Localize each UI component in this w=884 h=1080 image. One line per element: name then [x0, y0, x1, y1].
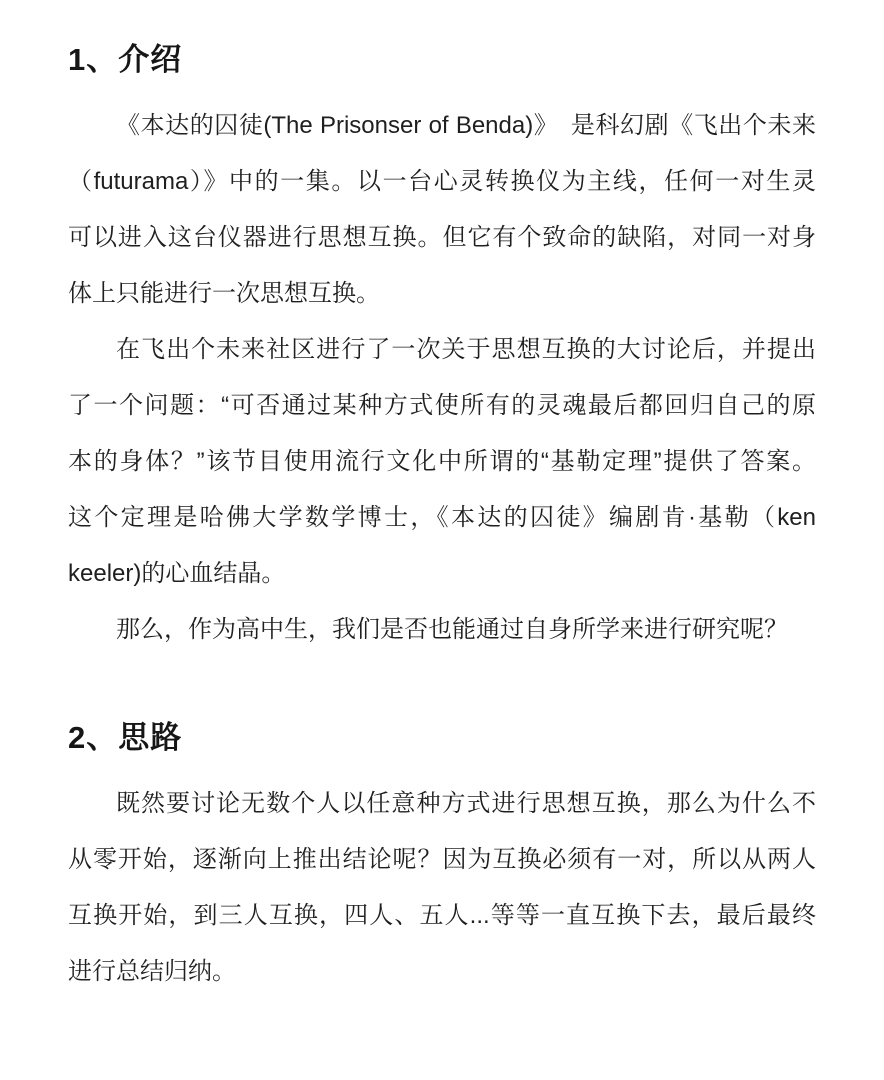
text-line: （futurama）》中的一集。以一台心灵转换仪为主线，任何一对生灵 [68, 168, 816, 195]
text-line: 体上只能进行一次思想互换。 [68, 280, 380, 307]
text-line: 《本达的囚徒(The Prisonser of Benda)》 是科幻剧《飞出个未来 [116, 112, 816, 139]
text-line: 进行总结归纳。 [68, 958, 236, 985]
text-line: 本的身体？”该节目使用流行文化中所谓的“基勒定理”提供了答案。 [68, 448, 816, 475]
text-line: 从零开始，逐渐向上推出结论呢？因为互换必须有一对，所以从两人 [68, 846, 816, 873]
text-line: 了一个问题：“可否通过某种方式使所有的灵魂最后都回归自己的原 [68, 392, 816, 419]
text-line: 互换开始，到三人互换，四人、五人...等等一直互换下去，最后最终 [68, 902, 816, 929]
section-heading-intro: 1、介绍 [68, 42, 183, 77]
section-intro [68, 40, 816, 658]
text-line: 这个定理是哈佛大学数学博士，《本达的囚徒》编剧肯·基勒（ken [68, 504, 816, 531]
text-line: 那么，作为高中生，我们是否也能通过自身所学来进行研究呢？ [116, 616, 788, 643]
text-line: 既然要讨论无数个人以任意种方式进行思想互换，那么为什么不 [116, 790, 816, 817]
section-approach [68, 718, 816, 1000]
text-line: keeler)的心血结晶。 [68, 560, 286, 587]
text-line: 可以进入这台仪器进行思想互换。但它有个致命的缺陷，对同一对身 [68, 224, 816, 251]
section-heading-approach: 2、思路 [68, 720, 183, 755]
text-line: 在飞出个未来社区进行了一次关于思想互换的大讨论后，并提出 [116, 336, 816, 363]
